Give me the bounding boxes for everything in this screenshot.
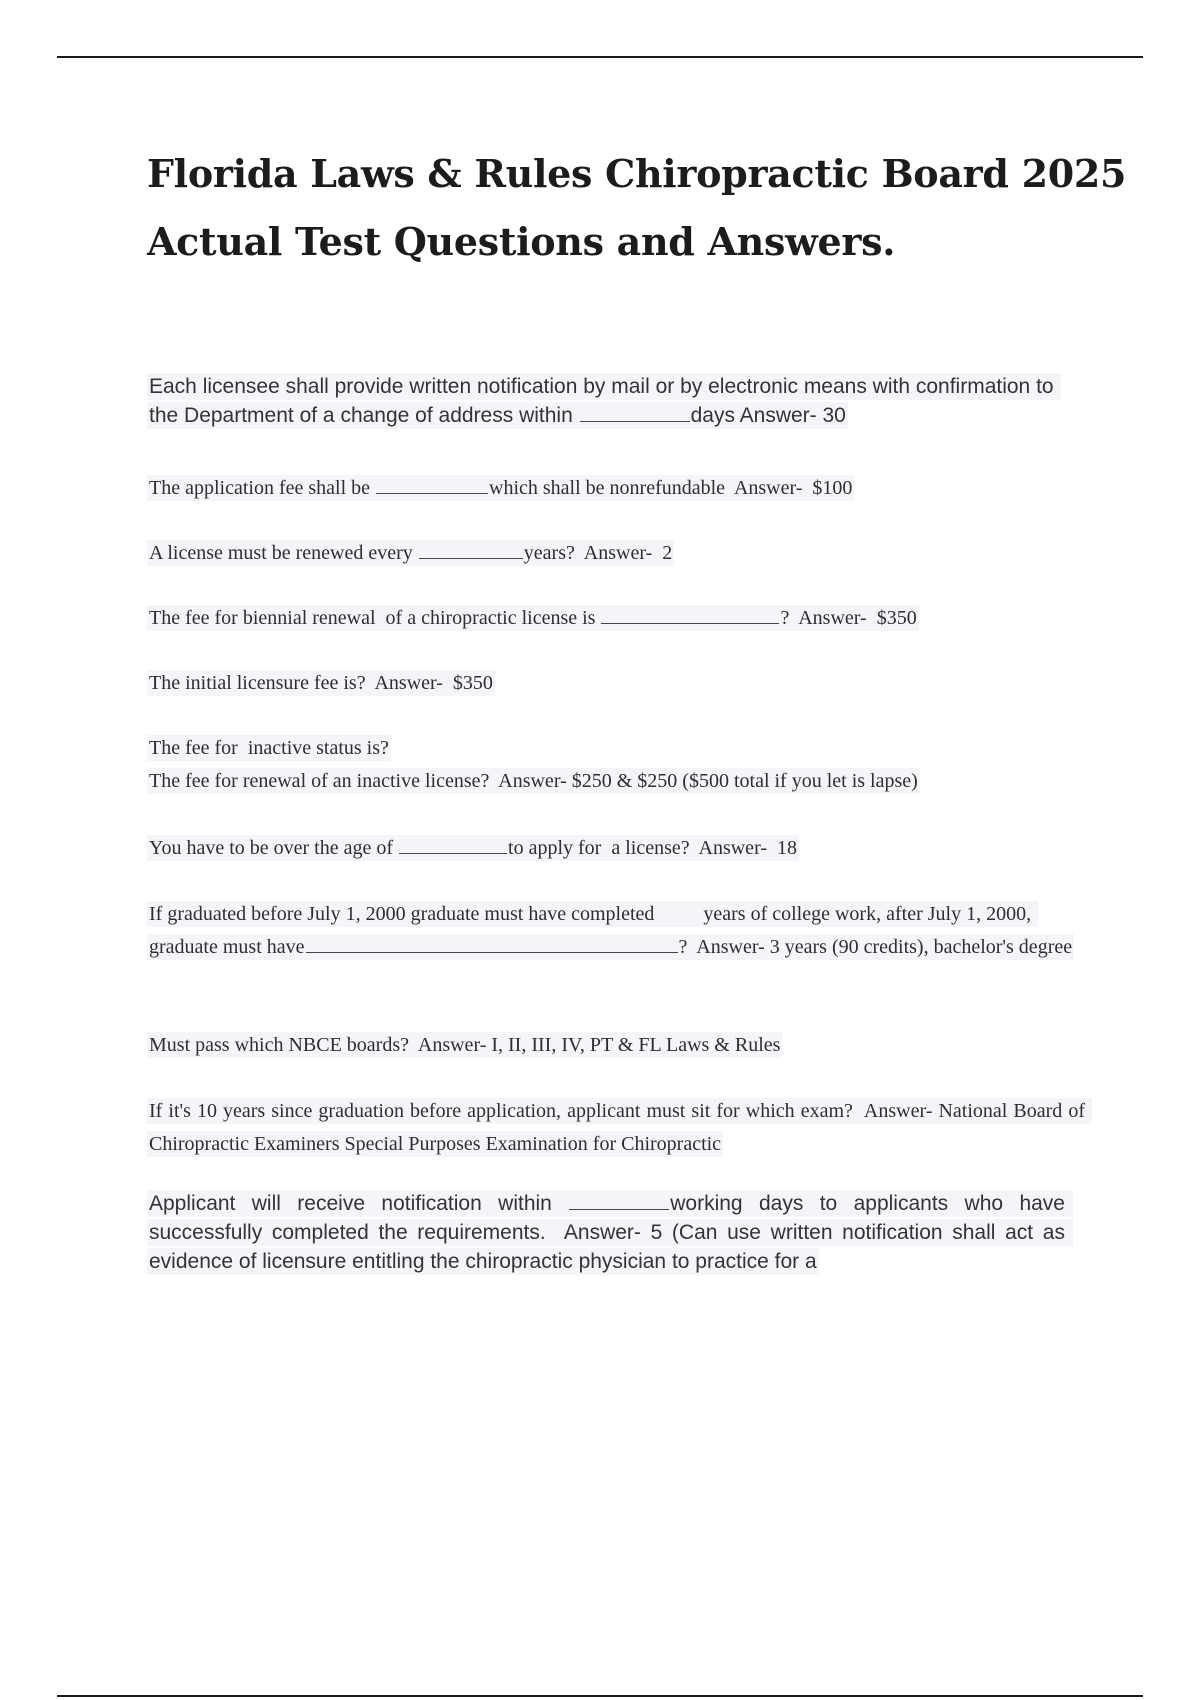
answer-text: Answer- I, II, III, IV, PT & FL Laws & Rules <box>417 1034 781 1056</box>
question-text: You have to be over the age of <box>149 837 399 859</box>
answer-text: Answer- National Board of Chiropractic Examiners Special Purposes Examination for Chiropractic <box>149 1100 1090 1155</box>
title-line-1: Florida Laws & Rules Chiropractic Board 2025 <box>147 151 1127 196</box>
answer-text: Answer- $100 <box>733 477 853 499</box>
bottom-rule <box>57 1695 1143 1697</box>
qa-item-8 <box>147 898 1087 964</box>
qa-item-1 <box>147 372 1087 430</box>
qa-item-9 <box>147 1029 1087 1062</box>
question-text: The fee for biennial renewal of a chiropractic license is <box>149 607 601 629</box>
answer-text: Answer- 30 <box>739 404 846 427</box>
answer-blank <box>376 492 488 494</box>
qa-item-7 <box>147 832 1087 865</box>
question-text: ? <box>678 936 697 958</box>
qa-item-3 <box>147 537 1087 570</box>
question-text: Must pass which NBCE boards? <box>149 1034 418 1056</box>
question-text: Each licensee shall provide written notification by mail or by electronic means with confirmation to the Department of a change of address within days Answer- 30 <box>149 375 1060 427</box>
qa-item-2 <box>147 472 1087 505</box>
answer-text: Answer- $250 & $250 ($500 total if you let is lapse) <box>498 770 918 792</box>
qa-item-11 <box>147 1189 1071 1276</box>
answer-blank <box>569 1208 669 1210</box>
answer-blank <box>399 852 507 854</box>
question-text: years? <box>523 542 584 564</box>
question-text: If it's 10 years since graduation before application, applicant must sit for which exam? <box>149 1100 864 1122</box>
title-line-2: Actual Test Questions and Answers. <box>147 219 896 264</box>
answer-text: Answer- $350 <box>374 672 493 694</box>
question-text: years of college work, after July 1, 2000, graduate must have <box>149 903 1037 958</box>
answer-blank <box>306 951 678 953</box>
question-text: Applicant will receive notification within <box>149 1192 569 1215</box>
question-text: The fee for renewal of an inactive license? <box>149 770 499 792</box>
question-text: The application fee shall be <box>149 477 376 499</box>
answer-blank <box>419 557 523 559</box>
qa-item-6 <box>147 732 1087 798</box>
answer-text: Answer- 18 <box>698 837 797 859</box>
question-text: If graduated before July 1, 2000 graduate must have completed <box>149 903 660 925</box>
question-text: A license must be renewed every <box>149 542 418 564</box>
answer-text: Answer- 2 <box>583 542 673 564</box>
answer-blank <box>601 622 779 624</box>
top-rule <box>57 56 1143 58</box>
qa-item-5 <box>147 667 1087 700</box>
answer-text: Answer- 3 years (90 credits), bachelor's degree <box>696 936 1073 958</box>
question-text: The initial licensure fee is? <box>149 672 375 694</box>
question-text: working days to applicants who have successfully completed the requirements. <box>149 1192 1071 1244</box>
answer-text: Answer- $350 <box>798 607 917 629</box>
qa-item-4 <box>147 602 1087 635</box>
answer-text: Answer- 5 (Can use written notification shall act as evidence of licensure entitling the chiropractic physician to practice for a <box>149 1221 1071 1273</box>
question-text: ? <box>780 607 799 629</box>
qa-item-10 <box>147 1095 1090 1161</box>
question-text: The fee for inactive status is? <box>149 737 389 759</box>
question-text: which shall be nonrefundable <box>489 477 734 499</box>
question-text: to apply for a license? <box>508 837 699 859</box>
answer-blank <box>580 420 690 422</box>
document-title <box>147 140 1127 276</box>
